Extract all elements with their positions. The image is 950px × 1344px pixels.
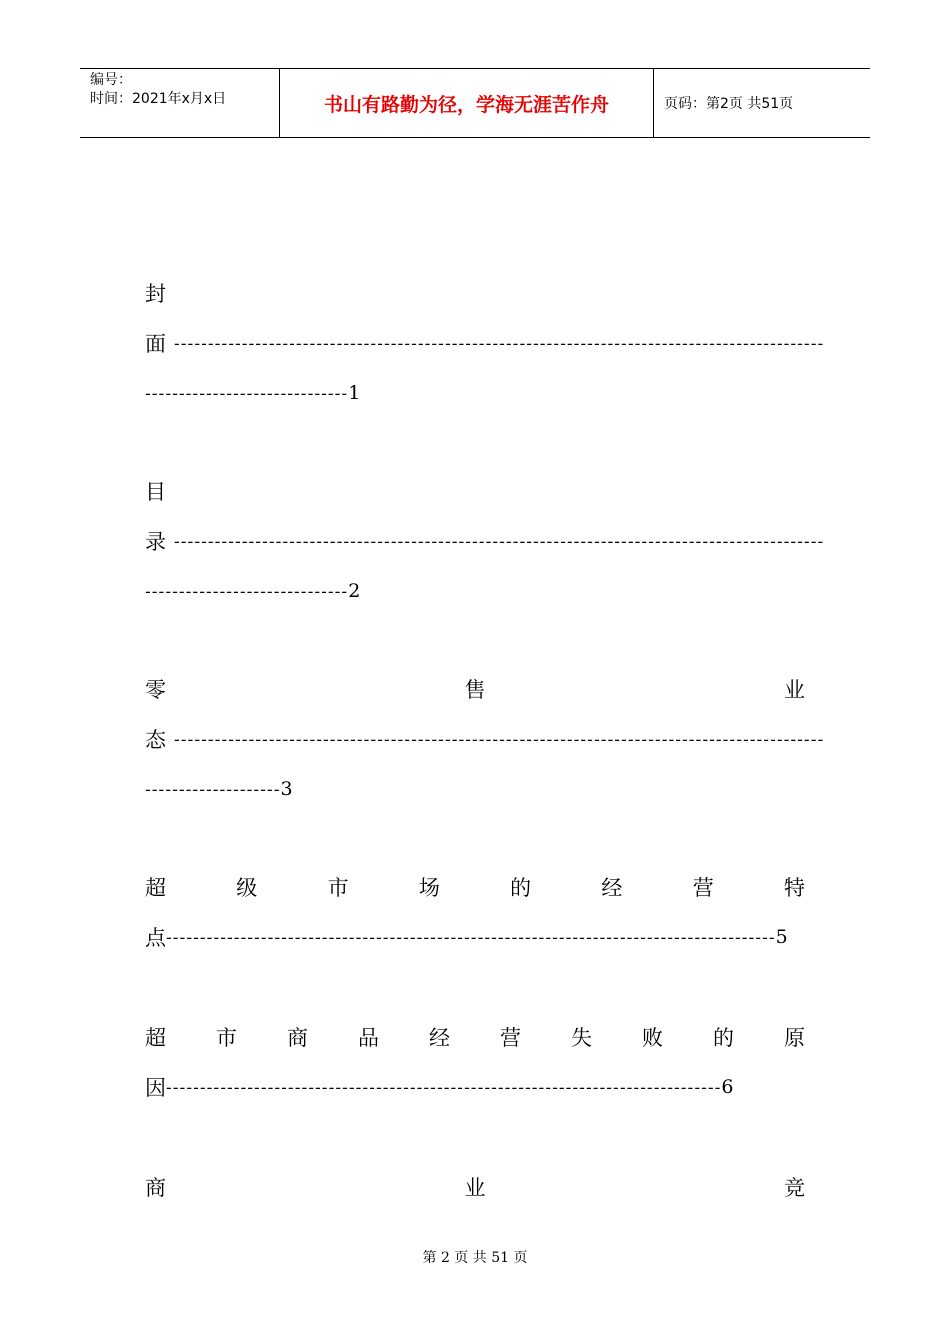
toc-char: 营 [500, 1026, 521, 1050]
toc-char: 场 [418, 876, 440, 900]
toc-entry-failure-line1 [145, 1012, 805, 1062]
toc-entry-contents-line2 [145, 516, 825, 566]
page-footer: 第 2 页 共 51 页 [422, 1250, 528, 1266]
toc-char: 的 [713, 1026, 734, 1050]
toc-char: 商 [287, 1026, 308, 1050]
toc-char: 超 [145, 1026, 166, 1050]
toc-char: 的 [510, 876, 532, 900]
table-of-contents [145, 268, 825, 1212]
page-header [80, 68, 870, 138]
toc-entry-supermarket-line2 [145, 912, 805, 962]
toc-page-number: 6 [721, 1076, 734, 1098]
toc-char: 经 [601, 876, 623, 900]
toc-char: 售 [464, 678, 486, 702]
toc-leader: -------------------- [145, 779, 281, 799]
toc-page-number: 1 [348, 382, 361, 404]
toc-entry-supermarket-line1 [145, 862, 805, 912]
toc-char: 原 [784, 1026, 805, 1050]
toc-entry-cover-line2 [145, 318, 825, 368]
toc-entry-retail-line1 [145, 664, 805, 714]
toc-entry-cover-line1 [145, 268, 805, 318]
header-page-info: 页码：第2页 共51页 [664, 96, 794, 112]
toc-leader: ------------------------------------------------------------------------------------------ [166, 927, 776, 947]
toc-entry-retail-line3 [145, 764, 805, 814]
toc-entry-contents-line3 [145, 566, 805, 616]
number-label: 编号： [90, 72, 132, 88]
toc-char: 业 [784, 678, 805, 702]
toc-leader: ------------------------------ [145, 383, 349, 403]
toc-leader: ------------------------------------------------------------------------------------------------ [174, 531, 825, 551]
toc-entry-failure-line2 [145, 1062, 805, 1112]
toc-text: 录 [145, 530, 166, 554]
toc-char: 超 [145, 876, 166, 900]
header-meta [80, 69, 280, 137]
toc-char: 业 [464, 1176, 486, 1200]
toc-entry-contents-line1 [145, 466, 805, 516]
toc-char: 营 [692, 876, 714, 900]
toc-char: 级 [236, 876, 258, 900]
toc-char: 失 [571, 1026, 592, 1050]
toc-entry-retail-line2 [145, 714, 825, 764]
toc-page-number: 3 [280, 778, 293, 800]
toc-leader: ------------------------------------------------------------------------------------------------ [174, 729, 825, 749]
header-motto: 书山有路勤为径，学海无涯苦作舟 [280, 69, 654, 137]
toc-char: 败 [642, 1026, 663, 1050]
toc-page-number: 5 [775, 926, 788, 948]
toc-char: 商 [145, 1176, 166, 1200]
toc-char: 特 [783, 876, 805, 900]
toc-text: 态 [145, 728, 166, 752]
toc-leader: ------------------------------ [145, 581, 349, 601]
toc-leader: ---------------------------------------------------------------------------------- [166, 1077, 722, 1097]
toc-char: 市 [327, 876, 349, 900]
toc-text: 点 [145, 926, 166, 950]
toc-char: 经 [429, 1026, 450, 1050]
toc-entry-competition-line1 [145, 1162, 805, 1212]
toc-entry-cover-line3 [145, 368, 805, 418]
toc-text: 目 [145, 480, 166, 504]
toc-text: 封 [145, 282, 166, 306]
toc-char: 品 [358, 1026, 379, 1050]
time-label: 时间：2021年x月x日 [90, 91, 227, 107]
toc-leader: ------------------------------------------------------------------------------------------------ [174, 333, 825, 353]
toc-text: 面 [145, 332, 166, 356]
toc-text: 因 [145, 1076, 166, 1100]
toc-char: 市 [216, 1026, 237, 1050]
toc-char: 零 [145, 678, 166, 702]
toc-char: 竞 [784, 1176, 805, 1200]
toc-page-number: 2 [348, 580, 361, 602]
